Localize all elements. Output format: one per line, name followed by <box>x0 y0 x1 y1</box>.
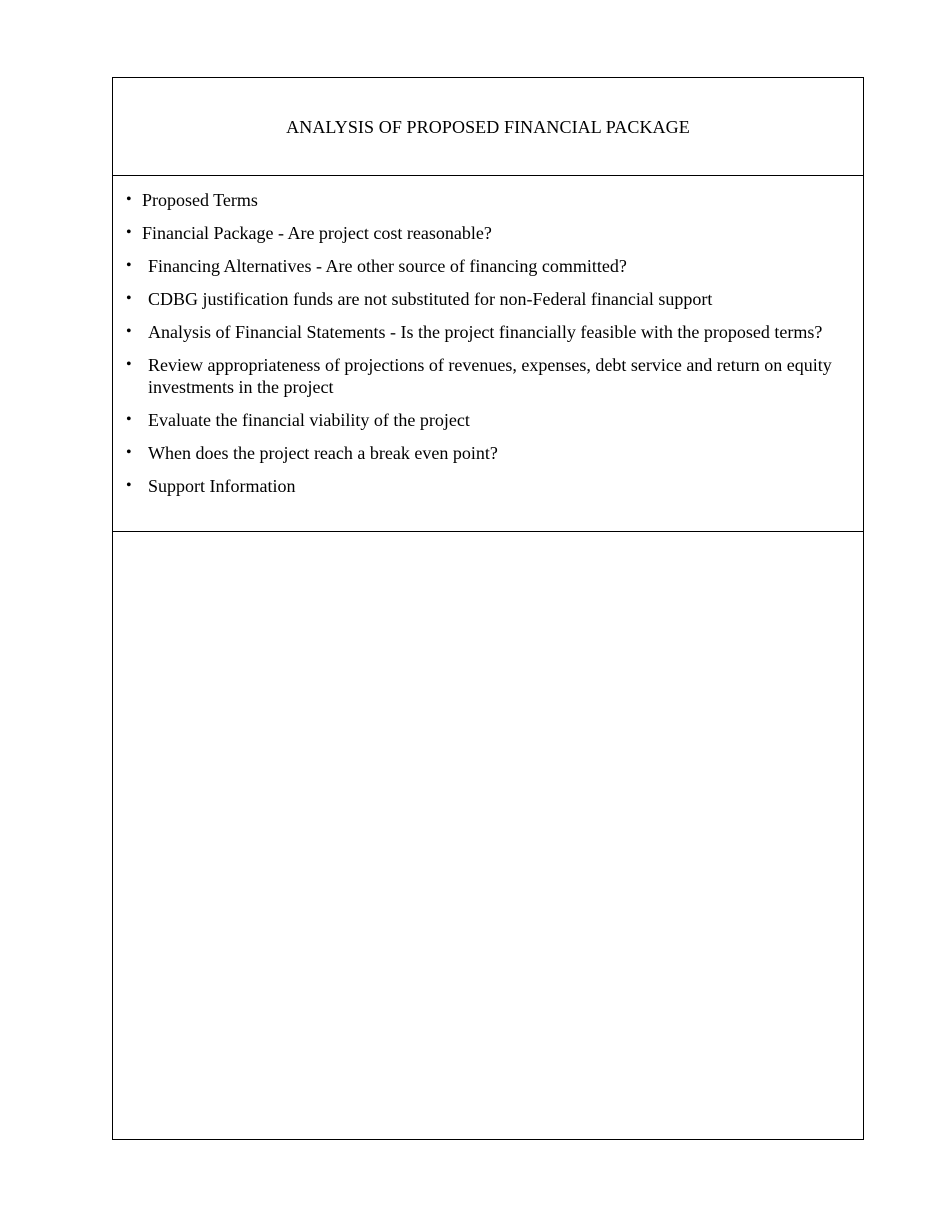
list-item-text: Proposed Terms <box>142 190 258 210</box>
bullet-icon: • <box>126 191 132 208</box>
list-item <box>113 189 863 211</box>
list-item <box>113 409 863 431</box>
bullet-icon: • <box>126 477 132 494</box>
bullet-icon: • <box>126 323 132 340</box>
list-item-text: CDBG justification funds are not substituted for non-Federal financial support <box>148 289 713 309</box>
page-title: ANALYSIS OF PROPOSED FINANCIAL PACKAGE <box>286 117 690 137</box>
list-item <box>113 222 863 244</box>
blank-notes-area <box>113 532 863 1139</box>
bullet-icon: • <box>126 411 132 428</box>
title-section <box>113 78 863 176</box>
checklist-section <box>113 176 863 532</box>
list-item-text: Support Information <box>148 476 296 496</box>
list-item <box>113 321 863 343</box>
bullet-icon: • <box>126 257 132 274</box>
list-item <box>113 475 863 497</box>
list-item-text: Evaluate the financial viability of the project <box>148 410 470 430</box>
bullet-icon: • <box>126 356 132 373</box>
list-item <box>113 354 863 398</box>
list-item-text: When does the project reach a break even point? <box>148 443 498 463</box>
bullet-list <box>113 189 863 508</box>
list-item <box>113 442 863 464</box>
list-item-text: Financing Alternatives - Are other source of financing committed? <box>148 256 627 276</box>
list-item-text: Financial Package - Are project cost reasonable? <box>142 223 492 243</box>
form-box <box>112 77 864 1140</box>
list-item <box>113 288 863 310</box>
bullet-icon: • <box>126 290 132 307</box>
list-item-text: Analysis of Financial Statements - Is the project financially feasible with the proposed terms? <box>148 322 823 342</box>
list-item <box>113 255 863 277</box>
bullet-icon: • <box>126 224 132 241</box>
bullet-icon: • <box>126 444 132 461</box>
list-item-text: Review appropriateness of projections of revenues, expenses, debt service and return on equity investments in the project <box>148 355 832 397</box>
